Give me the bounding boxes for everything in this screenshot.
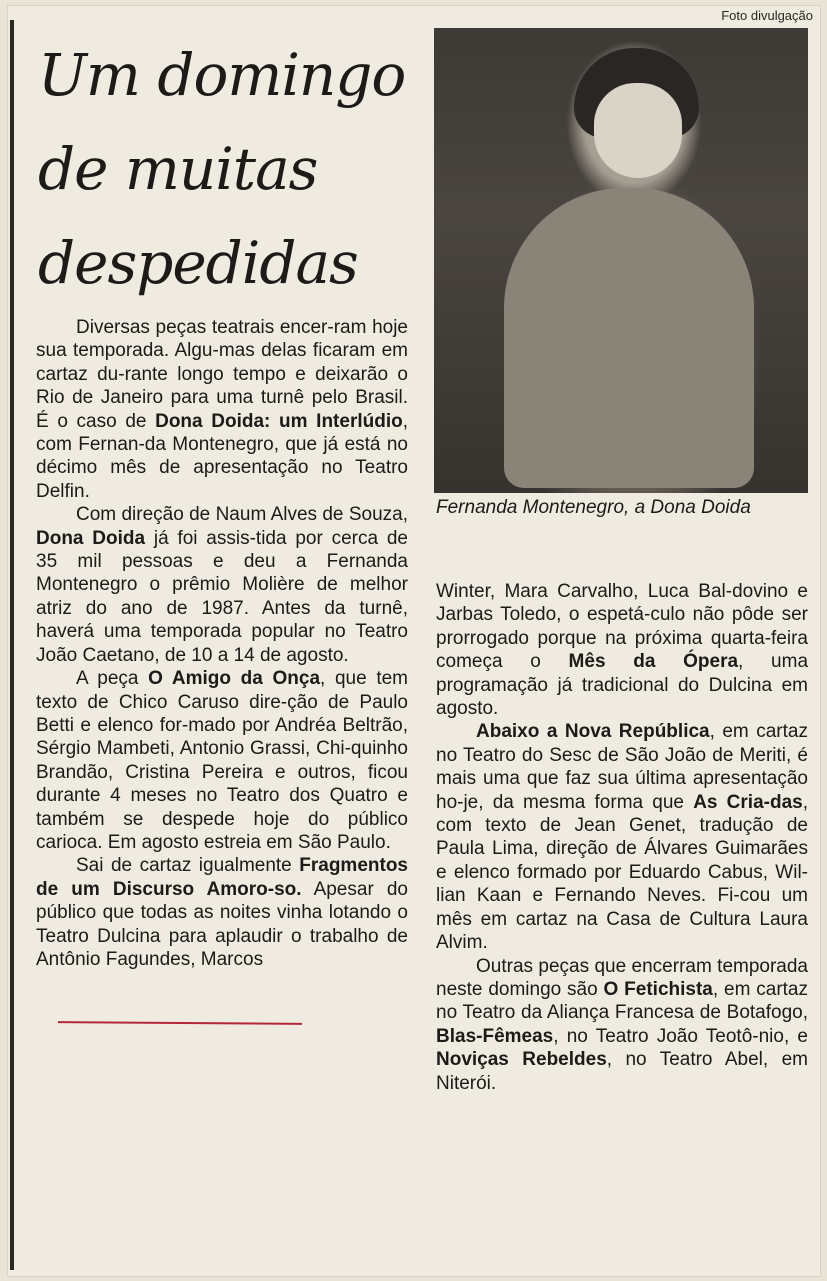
paragraph-3: A peça O Amigo da Onça, que tem texto de Chico Caruso dire-ção de Paulo Betti e elenco for-mado por Andréa Beltrão, Sérgio Mambeti, Antonio Grassi, Chi-quinho Brandão, Cristina Pereira e outros, ficou durante 4 meses no Teatro dos Quatro e também se despede hoje do público carioca. Em agosto estreia em São Paulo. bbox=[36, 668, 408, 853]
column-rule bbox=[10, 20, 14, 1270]
paragraph-5: Winter, Mara Carvalho, Luca Bal-dovino e Jarbas Toledo, o espetá-culo não pôde ser prorrogado porque na próxima quarta-feira começa o Mês da Ópera, uma programação já tradicional do Dulcina em agosto. bbox=[436, 581, 809, 720]
photo-credit: Foto divulgação bbox=[721, 8, 813, 23]
paragraph-7: Outras peças que encerram temporada neste domingo são O Fetichista, em cartaz no Teatro da Aliança Francesa de Botafogo, Blas-Fêmeas, no Teatro João Teotô-nio, e Noviças Rebeldes, no Teatro Abel, em Niterói. bbox=[436, 955, 808, 1094]
paragraph-1: Diversas peças teatrais encer-ram hoje sua temporada. Algu-mas delas ficaram em cartaz du-rante longo tempo e deixarão o Rio de Janeiro para uma turnê pelo Brasil. É o caso de Dona Doida: um Interlúdio, com Fernan-da Montenegro, que já está no décimo mês de apresentação no Teatro Delfin. bbox=[36, 317, 408, 502]
paragraph-4: Sai de cartaz igualmente Fragmentos de um Discurso Amoro-so. Apesar do público que todas as noites vinha lotando o Teatro Dulcina para aplaudir o trabalho de Antônio Fagundes, Marcos bbox=[36, 855, 408, 970]
portrait-photo bbox=[434, 28, 808, 493]
article-column-1 bbox=[36, 316, 408, 971]
article-headline: Um domingo de muitas despedidas bbox=[38, 41, 406, 297]
photo-face-shape bbox=[594, 83, 682, 178]
article-column-2 bbox=[436, 580, 808, 1095]
paragraph-6: Abaixo a Nova República, em cartaz no Teatro do Sesc de São João de Meriti, é mais uma que faz sua última apresentação ho-je, da mesma forma que As Cria-das, com texto de Jean Genet, tradução de Paula Lima, direção de Álvares Guimarães e elenco formado por Eduardo Cabus, Wil-lian Kaan e Fernando Neves. Fi-cou um mês em cartaz na Casa de Cultura Laura Alvim. bbox=[436, 721, 808, 954]
photo-body-shape bbox=[504, 188, 754, 488]
paragraph-2: Com direção de Naum Alves de Souza, Dona Doida já foi assis-tida por cerca de 35 mil pessoas e deu a Fernanda Montenegro o prêmio Molière de melhor atriz do ano de 1987. Antes da turnê, haverá uma temporada popular no Teatro João Caetano, de 10 a 14 de agosto. bbox=[36, 504, 408, 666]
photo-caption: Fernanda Montenegro, a Dona Doida bbox=[436, 497, 751, 518]
